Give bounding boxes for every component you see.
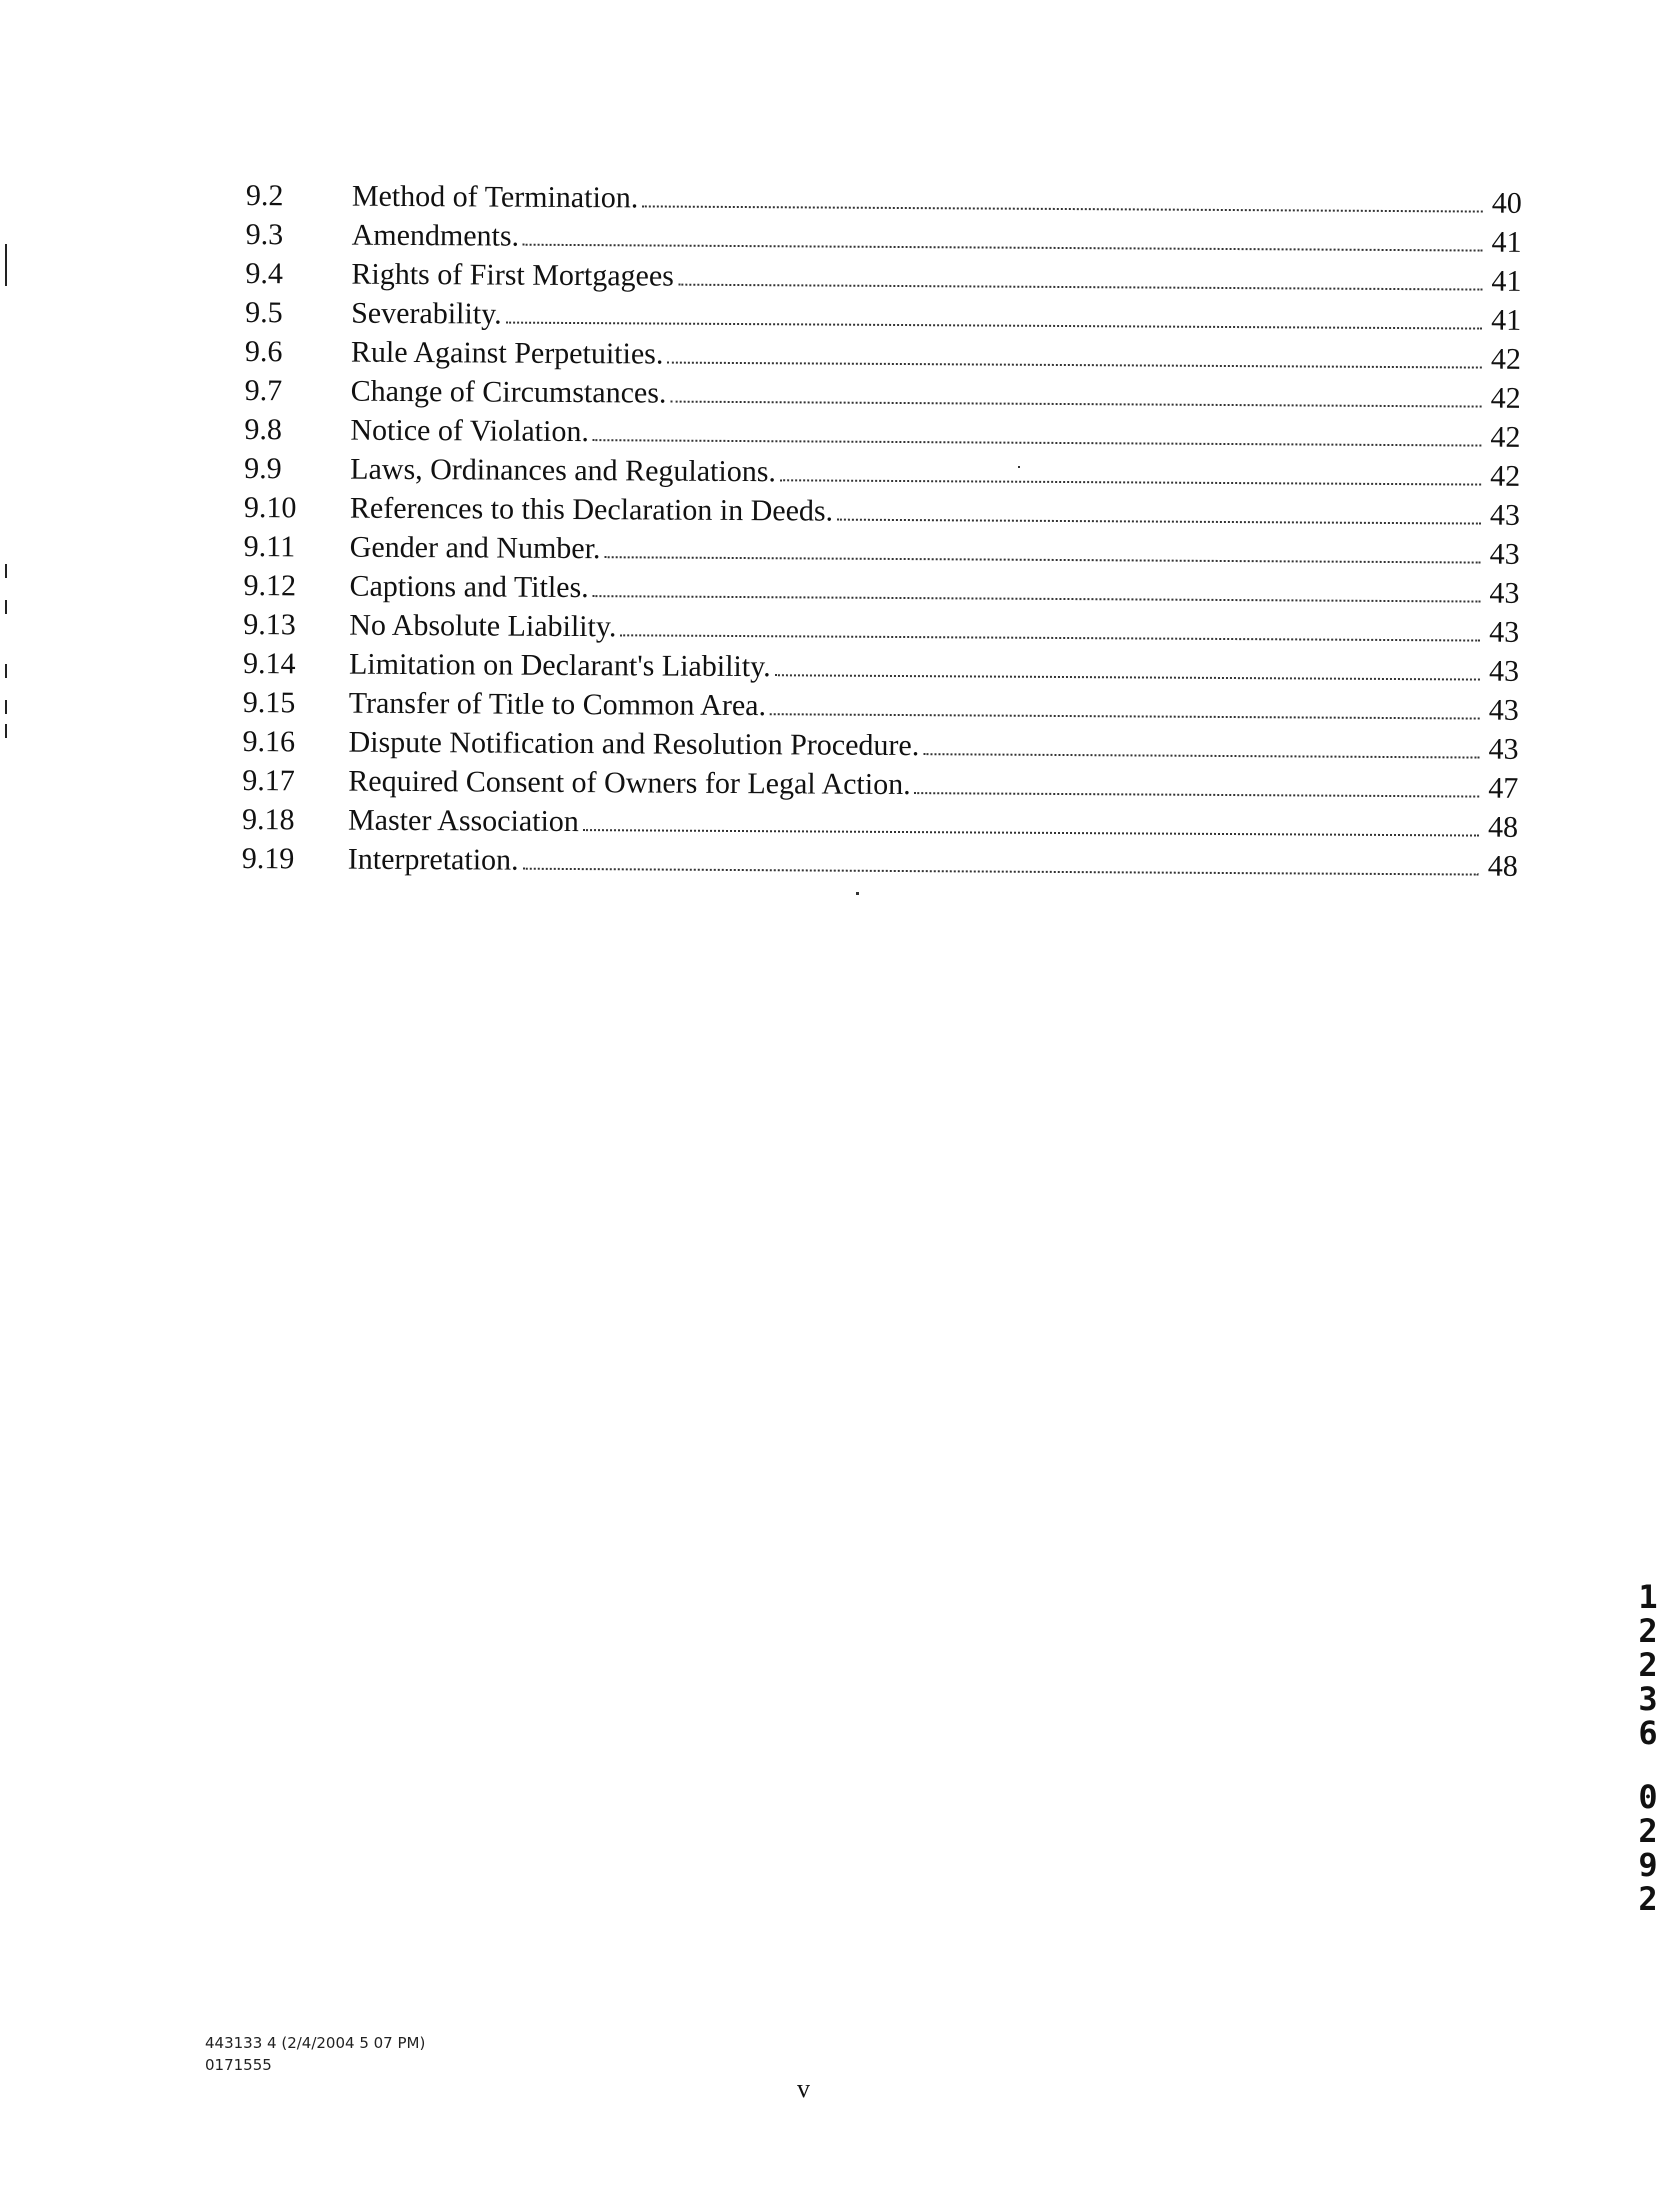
toc-entry [242, 839, 1518, 886]
toc-section-number: 9.17 [242, 763, 295, 798]
toc-dot-leader [670, 400, 1481, 408]
stamp-digit: 0 [1638, 1778, 1658, 1816]
page-number: v [797, 2074, 810, 2103]
toc-section-title: Captions and Titles. [349, 569, 589, 605]
toc-section-number: 9.8 [244, 412, 283, 447]
toc-section-number: 9.5 [245, 295, 283, 330]
toc-section-number: 9.16 [242, 724, 296, 759]
toc-dot-leader [523, 243, 1483, 252]
stamp-digit: 2 [1638, 1612, 1658, 1650]
toc-section-number: 9.6 [244, 334, 283, 369]
toc-section-title: Laws, Ordinances and Regulations. [350, 452, 777, 489]
toc-section-title: Gender and Number. [349, 530, 601, 566]
toc-dot-leader [923, 752, 1479, 758]
toc-section-number: 9.11 [243, 529, 296, 564]
document-footer [205, 2032, 425, 2076]
stamp-digit: 2 [1638, 1812, 1658, 1850]
margin-mark [5, 700, 7, 714]
toc-dot-leader [506, 321, 1482, 330]
toc-section-title: Amendments. [351, 218, 520, 253]
toc-dot-leader [678, 283, 1483, 291]
toc-section-title: No Absolute Liability. [349, 608, 617, 644]
stamp-digit: 3 [1638, 1680, 1658, 1718]
toc-dot-leader [604, 555, 1480, 563]
stamp-group-1 [1628, 1580, 1668, 1750]
toc-dot-leader [780, 478, 1481, 485]
toc-dot-leader [667, 361, 1482, 369]
toc-section-title: Change of Circumstances. [350, 374, 667, 410]
recording-stamp-number [1628, 1580, 1668, 1916]
toc-section-number: 9.2 [245, 178, 284, 213]
stamp-digit: 9 [1638, 1846, 1658, 1884]
toc-section-number: 9.3 [245, 217, 284, 252]
toc-section-title: Master Association [347, 803, 579, 839]
stamp-digit: 1 [1638, 1578, 1658, 1616]
toc-dot-leader [770, 712, 1480, 719]
toc-dot-leader [583, 828, 1479, 836]
stamp-group-2 [1628, 1780, 1668, 1916]
toc-page-number: 41 [1491, 303, 1522, 337]
scan-speck [1018, 466, 1020, 468]
toc-section-title: Notice of Violation. [350, 413, 589, 449]
toc-dot-leader [523, 867, 1479, 876]
toc-section-title: Limitation on Declarant's Liability. [348, 647, 771, 684]
toc-section-title: References to this Declaration in Deeds. [349, 491, 834, 528]
margin-mark [5, 600, 7, 614]
toc-section-title: Severability. [351, 296, 502, 331]
toc-section-title: Dispute Notification and Resolution Procedure. [348, 725, 920, 763]
toc-page-number: 48 [1487, 810, 1519, 844]
margin-mark [5, 664, 7, 678]
toc-page-number: 42 [1490, 459, 1521, 493]
toc-section-number: 9.9 [244, 451, 282, 486]
toc-dot-leader [775, 673, 1480, 680]
toc-section-number: 9.13 [243, 607, 296, 642]
stamp-digit: 2 [1638, 1880, 1658, 1918]
toc-page-number: 43 [1488, 732, 1519, 766]
toc-page-number: 48 [1487, 849, 1518, 883]
toc-section-number: 9.4 [245, 256, 284, 291]
toc-page-number: 41 [1491, 264, 1522, 298]
toc-dot-leader [593, 438, 1482, 446]
toc-section-number: 9.10 [243, 490, 297, 525]
stamp-digit: 6 [1638, 1714, 1658, 1752]
toc-section-number: 9.14 [242, 646, 296, 681]
toc-page-number: 42 [1490, 381, 1521, 415]
toc-page-number: 42 [1490, 420, 1521, 454]
toc-section-number: 9.12 [243, 568, 297, 603]
toc-page-number: 41 [1491, 225, 1522, 259]
toc-dot-leader [642, 204, 1483, 212]
toc-page-number: 47 [1488, 771, 1519, 805]
toc-section-title: Transfer of Title to Common Area. [348, 686, 767, 723]
scan-speck [856, 892, 859, 895]
toc-page-number: 43 [1488, 654, 1520, 688]
toc-dot-leader [915, 791, 1480, 797]
toc-page-number: 40 [1491, 186, 1522, 220]
toc-page-number: 43 [1489, 576, 1520, 610]
toc-section-title: Interpretation. [347, 842, 519, 877]
footer-doc-ref: 443133 4 (2/4/2004 5 07 PM) [205, 2034, 426, 2052]
toc-page-number: 42 [1490, 342, 1522, 376]
toc-page-number: 43 [1488, 693, 1519, 727]
stamp-digit: 2 [1638, 1646, 1658, 1684]
toc-page-number: 43 [1489, 615, 1520, 649]
toc-section-title: Required Consent of Owners for Legal Action. [348, 764, 911, 802]
toc-section-number: 9.15 [242, 685, 296, 720]
toc-section-title: Rights of First Mortgagees [351, 257, 674, 293]
footer-doc-code: 0171555 [205, 2056, 272, 2074]
toc-dot-leader [593, 594, 1481, 602]
margin-mark [5, 724, 7, 738]
toc-section-number: 9.18 [241, 802, 295, 837]
toc-page-number: 43 [1489, 498, 1521, 532]
margin-mark [5, 564, 7, 578]
toc-dot-leader [837, 518, 1481, 525]
toc-section-number: 9.7 [244, 373, 283, 408]
toc-section-title: Method of Termination. [351, 179, 639, 215]
toc-dot-leader [620, 633, 1480, 641]
toc-section-number: 9.19 [241, 841, 295, 876]
table-of-contents [242, 176, 1522, 886]
margin-mark [5, 244, 7, 286]
toc-section-title: Rule Against Perpetuities. [350, 335, 664, 371]
toc-page-number: 43 [1489, 537, 1520, 571]
